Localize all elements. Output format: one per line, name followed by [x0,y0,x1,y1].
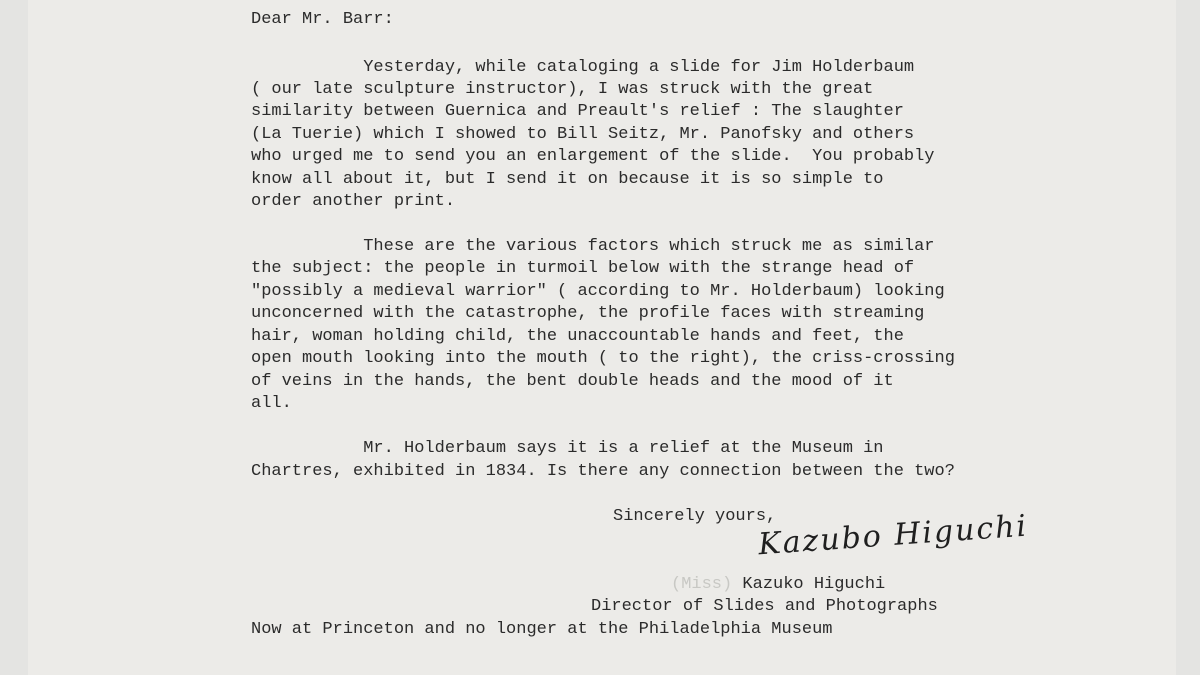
postscript: Now at Princeton and no longer at the Philadelphia Museum [251,620,833,639]
paragraph-2-line-7: of veins in the hands, the bent double heads and the mood of it [251,372,894,391]
name-prefix: (Miss) [671,575,733,594]
paragraph-1-line-7: order another print. [251,192,456,211]
paragraph-2-line-2: the subject: the people in turmoil below with the strange head of [251,259,915,278]
salutation: Dear Mr. Barr: [251,10,394,29]
paragraph-2-line-3: "possibly a medieval warrior" ( according to Mr. Holderbaum) looking [251,282,945,301]
paragraph-1-line-4: (La Tuerie) which I showed to Bill Seitz, Mr. Panofsky and others [251,125,915,144]
paragraph-1-line-1: Yesterday, while cataloging a slide for Jim Holderbaum [251,58,915,77]
paragraph-1-line-2: ( our late sculpture instructor), I was struck with the great [251,80,874,99]
paragraph-2-line-6: open mouth looking into the mouth ( to the right), the criss-crossing [251,349,955,368]
closing: Sincerely yours, [613,507,777,526]
paragraph-3-line-2: Chartres, exhibited in 1834. Is there any connection between the two? [251,462,955,481]
paragraph-1-line-5: who urged me to send you an enlargement of the slide. You probably [251,147,935,166]
signer-title: Director of Slides and Photographs [591,597,938,616]
paragraph-2-line-5: hair, woman holding child, the unaccountable hands and feet, the [251,327,904,346]
paragraph-2-line-4: unconcerned with the catastrophe, the profile faces with streaming [251,304,925,323]
paragraph-3-line-1: Mr. Holderbaum says it is a relief at the Museum in [251,439,884,458]
paragraph-1-line-6: know all about it, but I send it on because it is so simple to [251,170,884,189]
signer-name-line [671,574,885,596]
paragraph-2-line-8: all. [251,394,292,413]
paragraph-1-line-3: similarity between Guernica and Preault's relief : The slaughter [251,102,904,121]
signer-name: Kazuko Higuchi [732,575,886,594]
paragraph-2-line-1: These are the various factors which struck me as similar [251,237,935,256]
handwritten-signature: Kazubo Higuchi [757,508,1030,563]
